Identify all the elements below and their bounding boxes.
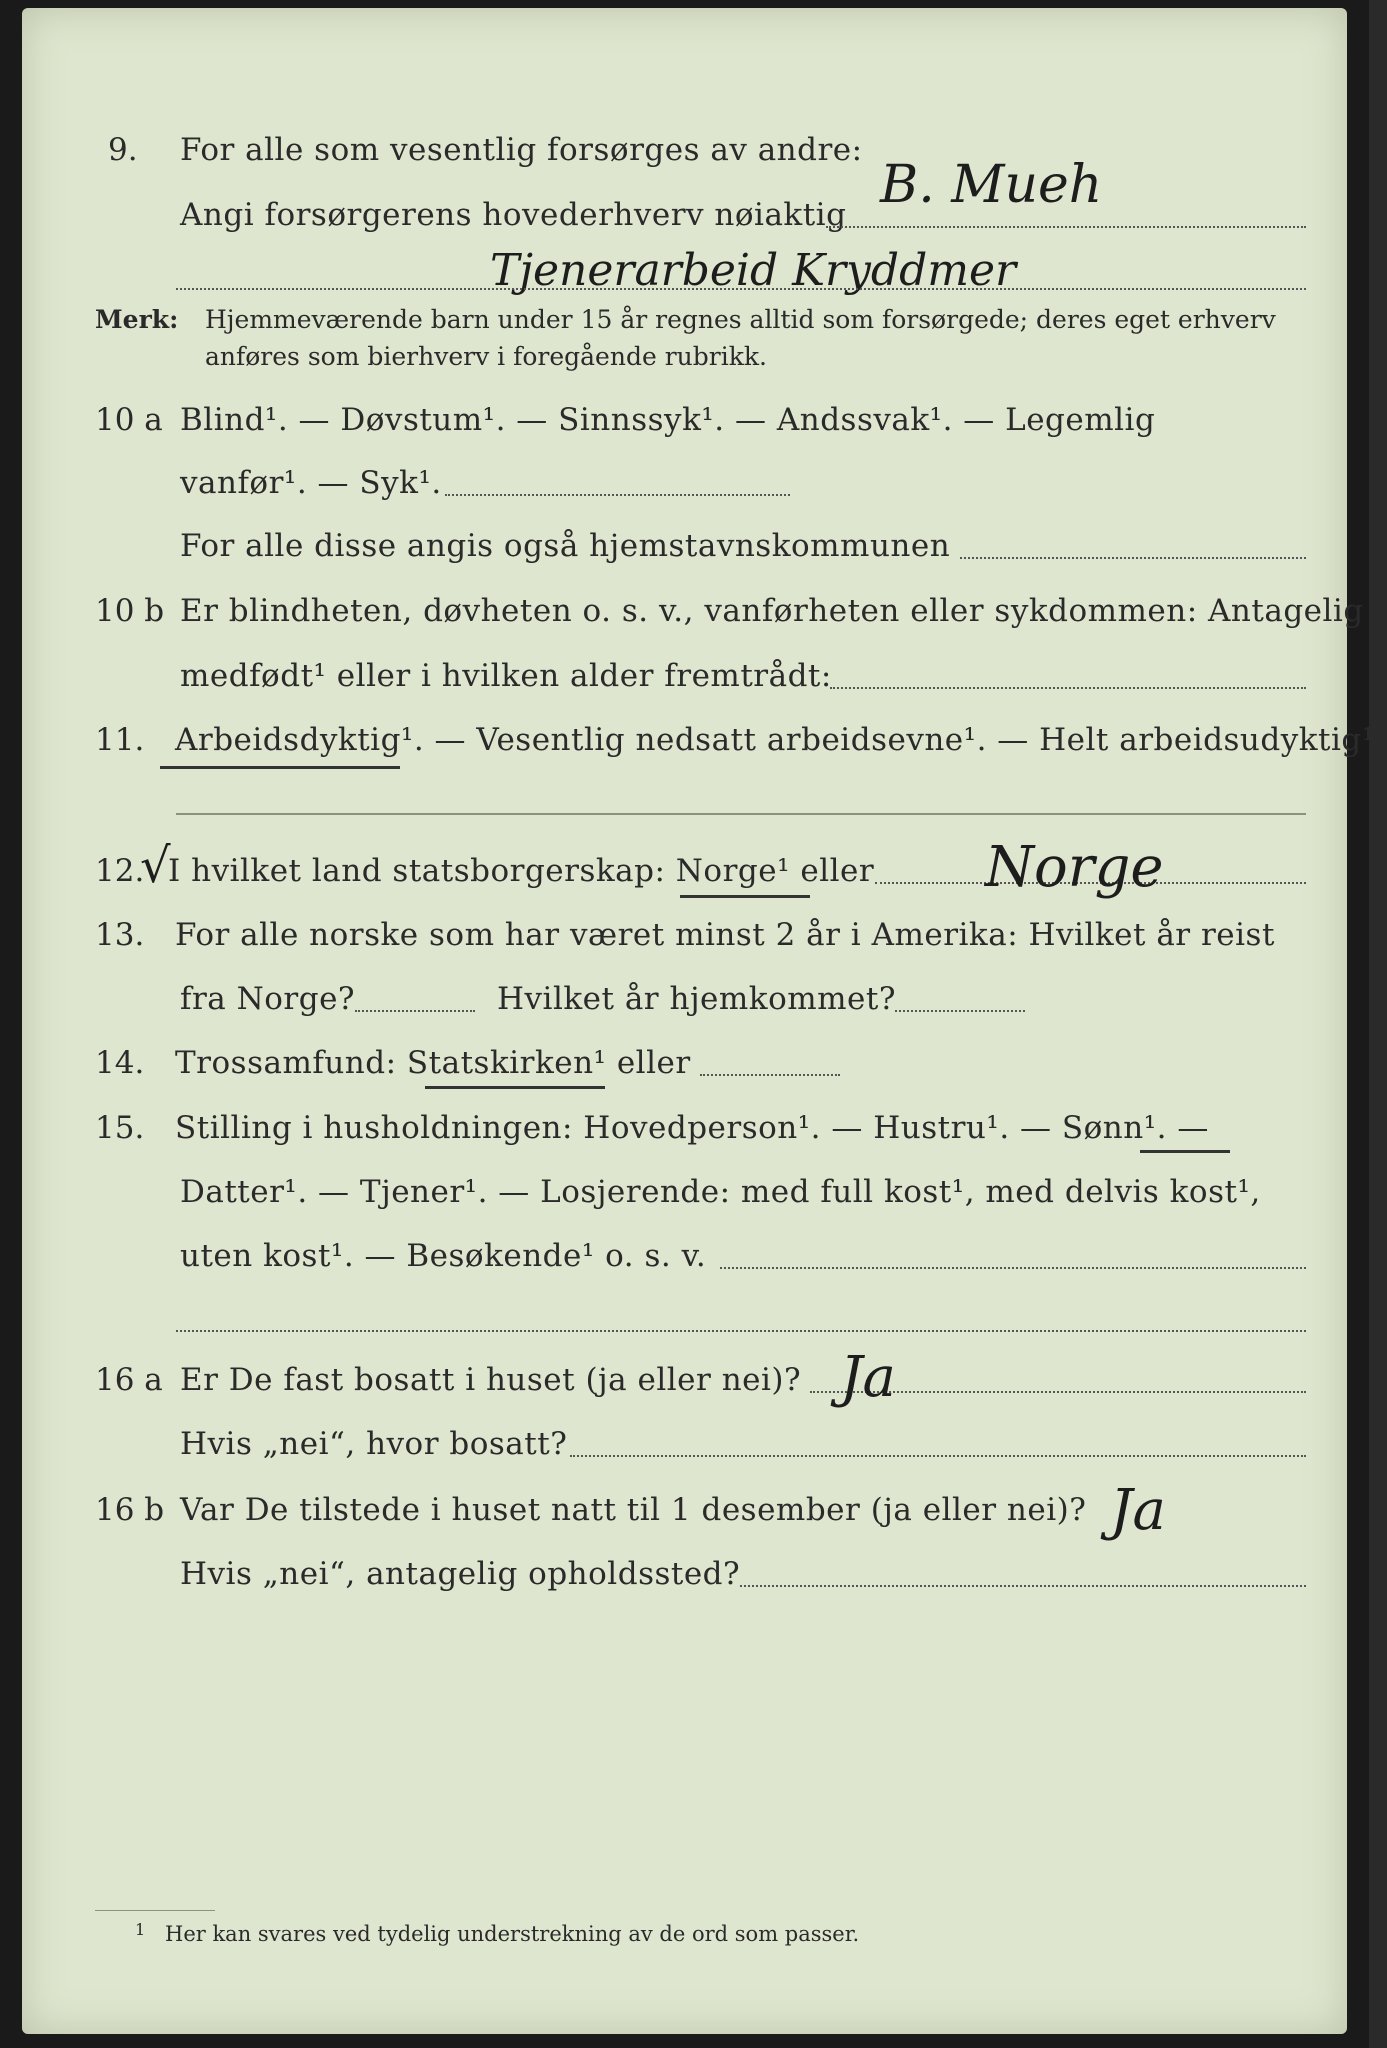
q14-underline-mark — [425, 1086, 605, 1089]
q12-underline-mark — [680, 895, 810, 898]
q16a-answer: Ja — [840, 1345, 896, 1410]
q15-underline-mark — [1140, 1150, 1230, 1153]
footnote-mark: 1 — [135, 1920, 146, 1939]
q16a-number: 16 a — [95, 1362, 163, 1398]
q13-line2a: fra Norge? — [180, 981, 356, 1017]
footnote-text: Her kan svares ved tydelig understrekning av de ord som passer. — [165, 1922, 860, 1946]
q10a-number: 10 a — [95, 402, 163, 438]
q10a-line3: For alle disse angis også hjemstavnskommunen — [180, 528, 951, 564]
q12-check-mark: √ — [140, 838, 171, 894]
q9-line2: Angi forsørgerens hovederhverv nøiaktig — [180, 197, 847, 233]
q12-line1: I hvilket land statsborgerskap: Norge¹ eller — [168, 853, 875, 889]
q9-answer-name: B. Mueh — [880, 155, 1103, 215]
q15-line3-dotted — [720, 1267, 1306, 1269]
q11-line1: Arbeidsdyktig¹. — Vesentlig nedsatt arbeidsevne¹. — Helt arbeidsudyktig¹. — [175, 722, 1386, 758]
q13-line2a-dotted — [355, 1010, 475, 1012]
q15-number: 15. — [95, 1110, 145, 1146]
q15-line3: uten kost¹. — Besøkende¹ o. s. v. — [180, 1238, 707, 1274]
q9-answer-occupation: Tjenerarbeid Kryddmer — [490, 245, 1017, 296]
q16b-line2-dotted — [740, 1585, 1306, 1587]
q9-answer-dotted — [176, 288, 1306, 290]
q10a-line3-dotted — [960, 557, 1306, 559]
q9-line2-dotted — [826, 226, 1306, 228]
q10b-line2-dotted — [830, 687, 1306, 689]
q11-underline-mark — [160, 766, 400, 769]
q13-line2b-dotted — [895, 1010, 1025, 1012]
q10b-line1: Er blindheten, døvheten o. s. v., vanførheten eller sykdommen: Antagelig — [180, 593, 1364, 629]
footnote-rule — [95, 1910, 215, 1911]
merk-line2: anføres som bierhverv i foregående rubrikk. — [205, 342, 767, 371]
q16b-number: 16 b — [95, 1492, 165, 1528]
q14-number: 14. — [95, 1045, 145, 1081]
q13-line2b: Hvilket år hjemkommet? — [497, 981, 896, 1017]
q10b-line2: medfødt¹ eller i hvilken alder fremtrådt: — [180, 658, 832, 694]
q11-separator — [176, 813, 1306, 815]
q15-line1: Stilling i husholdningen: Hovedperson¹. — Hustru¹. — Sønn¹. — — [175, 1110, 1209, 1146]
q12-answer: Norge — [985, 835, 1164, 900]
q14-dotted — [700, 1074, 840, 1076]
q16b-line2: Hvis „nei“, antagelig opholdssted? — [180, 1556, 741, 1592]
q16a-line2: Hvis „nei“, hvor bosatt? — [180, 1426, 568, 1462]
q9-line1: For alle som vesentlig forsørges av andre: — [180, 132, 863, 168]
merk-line1: Hjemmeværende barn under 15 år regnes alltid som forsørgede; deres eget erhverv — [205, 305, 1276, 334]
q10a-line2-dotted — [445, 494, 790, 496]
q9-number: 9. — [108, 132, 138, 168]
scan-edge — [1369, 0, 1387, 2048]
q16b-answer: Ja — [1110, 1478, 1166, 1543]
q11-number: 11. — [95, 722, 145, 758]
q12-number: 12. — [95, 853, 145, 889]
q14-line1: Trossamfund: Statskirken¹ eller — [175, 1045, 691, 1081]
q10a-line2: vanfør¹. — Syk¹. — [180, 465, 442, 501]
q13-line1: For alle norske som har været minst 2 år i Amerika: Hvilket år reist — [175, 917, 1275, 953]
q13-number: 13. — [95, 917, 145, 953]
q16b-line1: Var De tilstede i huset natt til 1 desember (ja eller nei)? — [180, 1492, 1087, 1528]
q15-extra-dotted — [176, 1330, 1306, 1332]
q16a-line2-dotted — [570, 1455, 1306, 1457]
q10b-number: 10 b — [95, 593, 165, 629]
q15-line2: Datter¹. — Tjener¹. — Losjerende: med full kost¹, med delvis kost¹, — [180, 1174, 1261, 1210]
merk-label: Merk: — [95, 305, 179, 334]
q16a-line1: Er De fast bosatt i huset (ja eller nei)? — [180, 1362, 802, 1398]
q10a-line1: Blind¹. — Døvstum¹. — Sinnssyk¹. — Andssvak¹. — Legemlig — [180, 402, 1156, 438]
